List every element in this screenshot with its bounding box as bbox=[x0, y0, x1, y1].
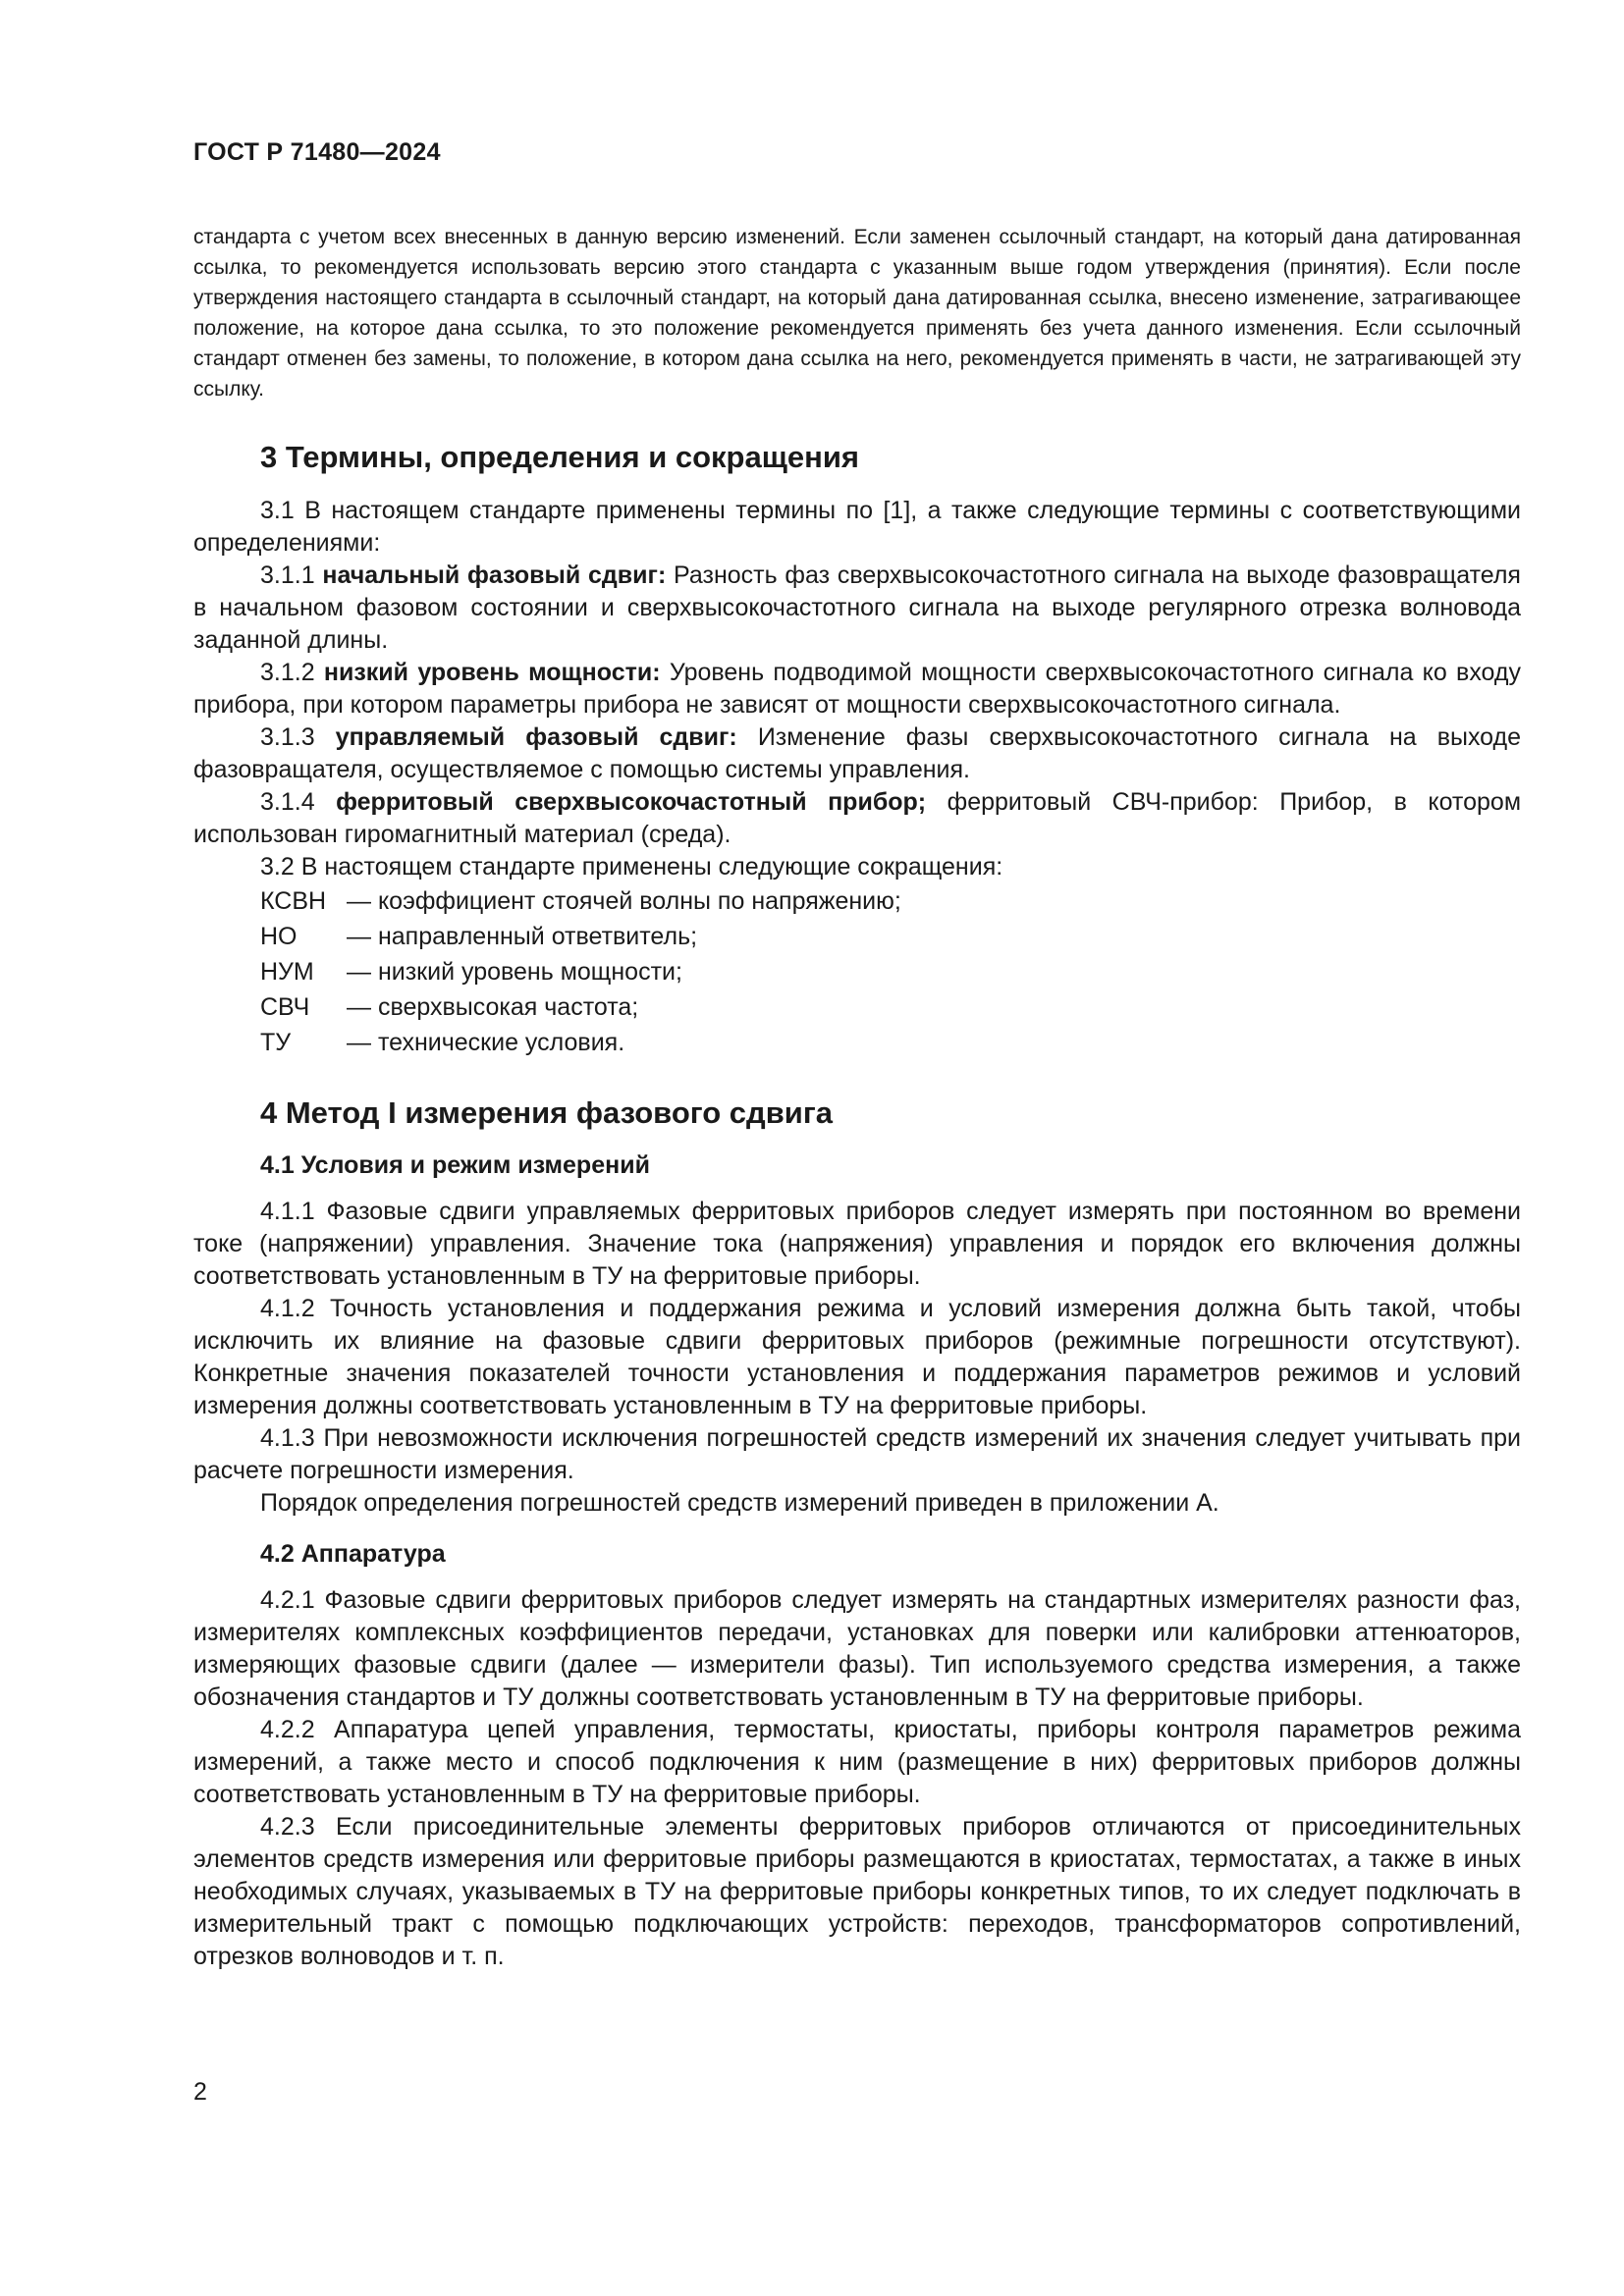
term-definition: Изменение фазы сверхвысокочастотного сигнала на выходе фазовращателя, осуществляемое с помощью системы управления. bbox=[193, 723, 1522, 783]
page-number: 2 bbox=[193, 2078, 207, 2106]
paragraph-4-1-2: 4.1.2 Точность установления и поддержания режима и условий измерения должна быть такой, чтобы исключить их влияние на фазовые сдвиги ферритовых приборов (режимные погрешности отсутствуют). Конкретные значения показателей точности установления и поддержания параметров режимов и условий измерения должны соответствовать установленным в ТУ на ферритовые приборы. bbox=[193, 1295, 1521, 1419]
paragraph-3-1: 3.1 В настоящем стандарте применены термины по [1], а также следующие термины с соответствующими определениями: bbox=[193, 497, 1521, 557]
term-3-1-2 bbox=[193, 657, 1521, 721]
section-3-title: 3 Термины, определения и сокращения bbox=[260, 440, 859, 474]
paragraph-4-1-1: 4.1.1 Фазовые сдвиги управляемых ферритовых приборов следует измерять при постоянном во времени токе (напряжении) управления. Значение тока (напряжения) управления и порядок его включения должны соответствовать установленным в ТУ на ферритовые приборы. bbox=[193, 1198, 1521, 1290]
paragraph-appendix-note: Порядок определения погрешностей средств измерений приведен в приложении А. bbox=[260, 1489, 1219, 1517]
subsection-4-2-title: 4.2 Аппаратура bbox=[260, 1540, 446, 1568]
abbreviation: НО bbox=[260, 923, 298, 950]
term-3-1-1 bbox=[193, 560, 1521, 657]
term-number: 3.1.3 bbox=[260, 723, 315, 751]
abbreviation: ТУ bbox=[260, 1029, 292, 1056]
abbreviation-definition: — технические условия. bbox=[347, 1029, 625, 1056]
term-name: начальный фазовый сдвиг: bbox=[322, 561, 667, 589]
abbreviation-definition: — коэффициент стоячей волны по напряжению; bbox=[347, 887, 901, 915]
abbreviation-item bbox=[260, 919, 1521, 954]
term-name: управляемый фазовый сдвиг: bbox=[335, 723, 737, 751]
abbreviation: КСВН bbox=[260, 887, 327, 915]
paragraph-4-1-3: 4.1.3 При невозможности исключения погрешностей средств измерений их значения следует учитывать при расчете погрешности измерения. bbox=[193, 1424, 1521, 1484]
document-header: ГОСТ Р 71480—2024 bbox=[193, 138, 441, 166]
abbreviation-item bbox=[260, 883, 1521, 919]
paragraph-3-2: 3.2 В настоящем стандарте применены следующие сокращения: bbox=[260, 853, 1003, 881]
paragraph-4-2-2: 4.2.2 Аппаратура цепей управления, термостаты, криостаты, приборы контроля параметров режима измерений, а также место и способ подключения к ним (размещение в них) ферритовых приборов должны соответствовать установленным в ТУ на ферритовые приборы. bbox=[193, 1716, 1521, 1808]
term-3-1-3 bbox=[193, 721, 1521, 786]
abbreviation-item bbox=[260, 989, 1521, 1025]
document-page bbox=[193, 137, 1521, 1973]
term-definition: Разность фаз сверхвысокочастотного сигнала на выходе фазовращателя в начальном фазовом состоянии и сверхвысокочастотного сигнала на выходе регулярного отрезка волновода заданной длины. bbox=[193, 561, 1521, 654]
section-4-title: 4 Метод I измерения фазового сдвига bbox=[260, 1095, 833, 1130]
abbreviation-item bbox=[260, 954, 1521, 989]
abbreviation-item bbox=[260, 1025, 1521, 1060]
term-3-1-4 bbox=[193, 786, 1521, 851]
abbreviation-definition: — сверхвысокая частота; bbox=[347, 993, 639, 1021]
term-name: ферритовый сверхвысокочастотный прибор; bbox=[336, 788, 927, 816]
paragraph-4-2-1: 4.2.1 Фазовые сдвиги ферритовых приборов следует измерять на стандартных измерителях разности фаз, измерителях комплексных коэффициентов передачи, установках для поверки или калибровки аттенюаторов, измеряющих фазовые сдвиги (далее — измерители фазы). Тип используемого средства измерения, а также обозначения стандартов и ТУ должны соответствовать установленным в ТУ на ферритовые приборы. bbox=[193, 1586, 1521, 1711]
term-number: 3.1.2 bbox=[260, 659, 315, 686]
abbreviation-definition: — направленный ответвитель; bbox=[347, 923, 698, 950]
intro-paragraph: стандарта с учетом всех внесенных в данную версию изменений. Если заменен ссылочный стандарт, на который дана датированная ссылка, то рекомендуется использовать версию этого стандарта с указанным выше годом утверждения (принятия). Если после утверждения настоящего стандарта в ссылочный стандарт, на который дана датированная ссылка, внесено изменение, затрагивающее положение, на которое дана ссылка, то это положение рекомендуется применять без учета данного изменения. Если ссылочный стандарт отменен без замены, то положение, в котором дана ссылка на него, рекомендуется применять в части, не затрагивающей эту ссылку. bbox=[193, 226, 1521, 400]
paragraph-4-2-3: 4.2.3 Если присоединительные элементы ферритовых приборов отличаются от присоединительных элементов средств измерения или ферритовые приборы размещаются в криостатах, термостатах, а также в иных необходимых случаях, указываемых в ТУ на ферритовые приборы конкретных типов, то их следует подключать в измерительный тракт с помощью подключающих устройств: переходов, трансформаторов сопротивлений, отрезков волноводов и т. п. bbox=[193, 1813, 1521, 1970]
abbreviation-definition: — низкий уровень мощности; bbox=[347, 958, 682, 986]
abbreviations-list bbox=[193, 883, 1521, 1060]
term-number: 3.1.1 bbox=[260, 561, 315, 589]
term-number: 3.1.4 bbox=[260, 788, 315, 816]
term-definition: ферритовый СВЧ-прибор: Прибор, в котором использован гиромагнитный материал (среда). bbox=[193, 788, 1522, 848]
term-name: низкий уровень мощности: bbox=[323, 659, 661, 686]
abbreviation: НУМ bbox=[260, 958, 314, 986]
subsection-4-1-title: 4.1 Условия и режим измерений bbox=[260, 1151, 650, 1179]
abbreviation: СВЧ bbox=[260, 993, 310, 1021]
term-definition: Уровень подводимой мощности сверхвысокочастотного сигнала ко входу прибора, при котором параметры прибора не зависят от мощности сверхвысокочастотного сигнала. bbox=[193, 659, 1521, 719]
